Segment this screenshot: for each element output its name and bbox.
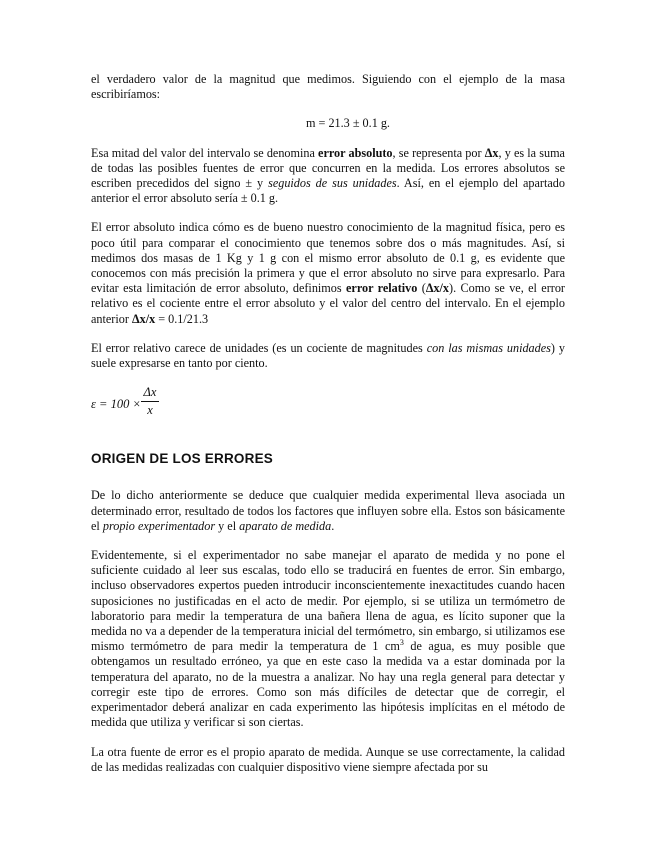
text-run: El error absoluto indica cómo es de bueno nuestro conocimiento de la magnitud física, pero es poco útil para comparar el conocimiento que tenemos sobre dos o más magnitudes. Así, si medimos dos masas de 1 Kg y 1 g con el mismo error absoluto de 0.1 g, es evidente que conocemos con más precisión la primera y que el error absoluto no sirve para expresarlo. Para evitar esta limitación de error absoluto, definimos (91, 220, 565, 296)
text-run: . Así, en el ejemplo del apartado anterior el error absoluto sería ± 0.1 g. (91, 176, 565, 206)
text-run: El error relativo carece de unidades (es un cociente de magnitudes (91, 340, 427, 355)
text-run: ). Como se ve, el error relativo es el cociente entre el error absoluto y el valor del centro del intervalo. En el ejemplo anterior (91, 281, 565, 326)
emphasis-experimenter: propio experimentador (102, 518, 216, 533)
text-run: de agua, es muy posible que obtengamos un resultado erróneo, ya que en este caso la medida va a estar dominada por la temperatura del aparato, no de la muestra a analizar. No hay una regla general para detectar y corregir este tipo de errores. Como son más difíciles de detectar que de corregir, el experimentador deberá analizar en cada experimento las hipótesis implícitas en el método de medida que utiliza y verificar si son ciertas. (91, 639, 565, 730)
formula-relative-error-percent (91, 385, 565, 425)
formula-fraction (141, 385, 159, 418)
text-run: ) y suele expresarse en tanto por ciento. (91, 340, 565, 371)
text-run: y el (215, 518, 240, 533)
section-heading: ORIGEN DE LOS ERRORES (91, 451, 273, 467)
symbol-relative-error: Δx/x (425, 281, 450, 296)
text-run: = 0.1/21.3 (155, 311, 209, 326)
paragraph-instrument-errors: La otra fuente de error es el propio aparato de medida. Aunque se use correctamente, la calidad de las medidas realizadas con cualquier dispositivo viene siempre afectada por su (91, 744, 565, 774)
formula-denominator: x (147, 403, 153, 418)
text-run: , y es la suma de todas las posibles fuentes de error que concurren en la medida. Los errores absolutos se escriben precedidos del signo ± y (91, 145, 565, 191)
paragraph-intro: el verdadero valor de la magnitud que medimos. Siguiendo con el ejemplo de la masa escribiríamos: (91, 72, 565, 102)
paragraph-relative-error (91, 220, 565, 326)
text-run: . (331, 518, 335, 533)
formula-numerator: Δx (141, 385, 159, 402)
paragraph-error-origin (91, 488, 565, 534)
symbol-delta-x: Δx (484, 145, 499, 160)
emphasis-instrument: aparato de medida (239, 518, 332, 533)
term-relative-error: error relativo (346, 281, 418, 296)
emphasis-units: seguidos de sus unidades (268, 176, 397, 191)
text-run: Esa mitad del valor del intervalo se denomina (91, 145, 319, 160)
symbol-relative-error-example: Δx/x (131, 311, 156, 326)
paragraph-experimenter-errors (91, 548, 565, 730)
paragraph-units (91, 341, 565, 371)
term-absolute-error: error absoluto (318, 145, 393, 160)
paragraph-absolute-error (91, 146, 565, 207)
formula-lhs: ε = 100 × (91, 397, 141, 412)
text-run: ( (417, 281, 426, 296)
equation-mass: m = 21.3 ± 0.1 g. (306, 116, 390, 131)
emphasis-same-units: con las mismas unidades (426, 340, 551, 355)
text-run: De lo dicho anteriormente se deduce que cualquier medida experimental lleva asociada un determinado error, resultado de todos los factores que influyen sobre ella. Estos son básicamente el (91, 488, 565, 533)
superscript-cubed: 3 (399, 638, 404, 648)
document-page (91, 72, 565, 775)
text-run: Evidentemente, si el experimentador no sabe manejar el aparato de medida y no pone el suficiente cuidado al leer sus escalas, todo ello se traducirá en fuentes de error. Sin embargo, incluso observadores expertos pueden introducir inconscientemente inexactitudes cuando hacen suposiciones no justificadas en el acto de medir. Por ejemplo, si se utiliza un termómetro de laboratorio para medir la temperatura de una bañera llena de agua, es lícito suponer que la medida no va a depender de la temperatura inicial del termómetro, sin embargo, si utilizamos ese mismo termómetro de para medir la temperatura de 1 cm (91, 548, 565, 654)
text-run: , se representa por (392, 145, 485, 160)
